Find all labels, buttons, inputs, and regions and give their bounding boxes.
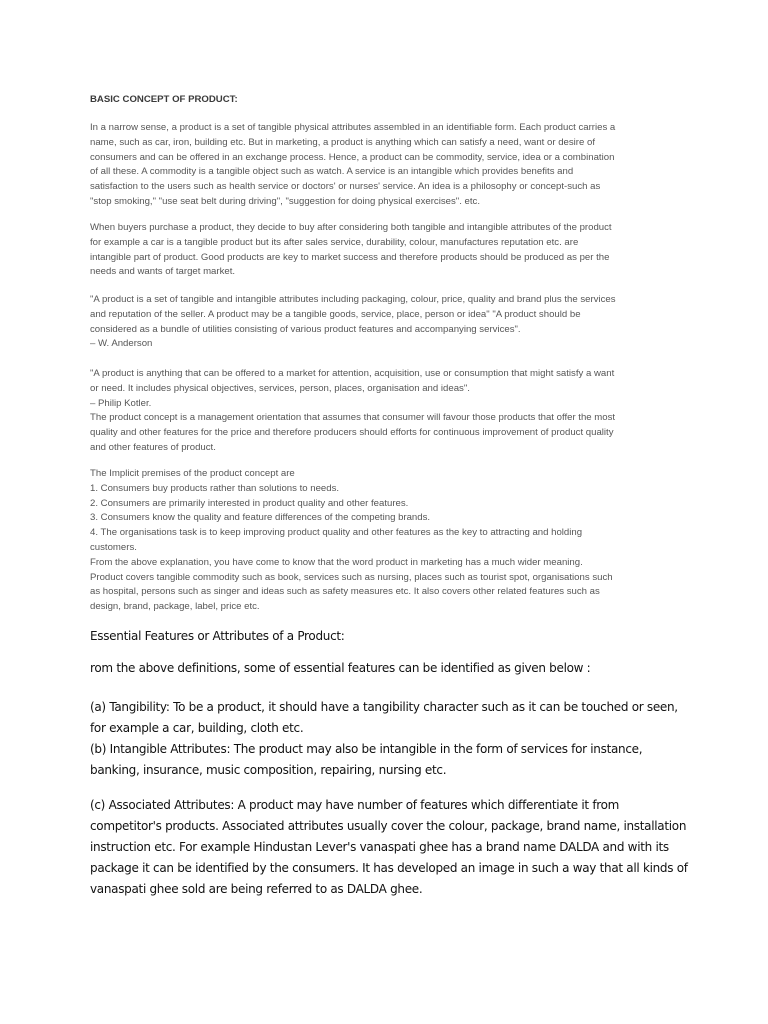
doc-title: BASIC CONCEPT OF PRODUCT: xyxy=(90,94,238,105)
paragraph-definition: In a narrow sense, a product is a set of tangible physical attributes assembled in an identifiable form. Each product carries a name, such as car, iron, building etc. But in marketing, a product is anything which can satisfy a need, want or desire of consumers and can be offered in an exchange process. Hence, a product can be commodity, service, idea or a combination of all these. A commodity is a tangible object such as watch. A service is an intangible which provides benefits and satisfaction to the users such as health service or doctors' or nurses' service. An idea is a philosophy or concept-such as "stop smoking," "use seat belt during driving", "suggestion for doing physical exercises". etc. xyxy=(90,122,616,207)
attributes-a-b: (a) Tangibility: To be a product, it should have a tangibility character such as it can be touched or seen, for example a car, building, cloth etc. (b) Intangible Attributes: The product may also be intangible in the form of services for instance, banking, insurance, music composition, repairing, nursing etc. xyxy=(90,700,678,777)
attributes-c: (c) Associated Attributes: A product may have number of features which differentiate it from competitor's products. Associated attributes usually cover the colour, package, brand name, installation instruction etc. For example Hindustan Lever's vanaspati ghee has a brand name DALDA and with its package it can be identified by the consumers. It has developed an image in such a way that all kinds of vanaspati ghee sold are being referred to as DALDA ghee. xyxy=(90,798,688,896)
quote-anderson: "A product is a set of tangible and intangible attributes including packaging, colour, price, quality and brand plus the services and reputation of the seller. A product may be a tangible goods, service, place, person or idea" "A product should be considered as a bundle of utilities consisting of various product features and accompanying services". – W. Anderson xyxy=(90,294,616,350)
premises-list: The Implicit premises of the product concept are 1. Consumers buy products rather than solutions to needs. 2. Consumers are primarily interested in product quality and other features. 3. Consumers know the quality and feature differences of the competing brands. 4. The organisations task is to keep improving product quality and other features as the key to attracting and holding customers. From the above explanation, you have come to know that the word product in marketing has a much wider meaning. Product covers tangible commodity such as book, services such as nursing, places such as tourist spot, organisations such as hospital, persons such as singer and ideas such as safety measures etc. It also covers other related features such as design, brand, package, label, price etc. xyxy=(90,468,613,613)
intro-line: rom the above definitions, some of essential features can be identified as given below : xyxy=(90,661,591,675)
paragraph-buyers: When buyers purchase a product, they decide to buy after considering both tangible and intangible attributes of the product for example a car is a tangible product but its after sales service, durability, colour, manufactures reputation etc. are intangible part of product. Good products are key to market success and therefore products should be produced as per the needs and wants of target market. xyxy=(90,222,612,278)
quote-kotler: "A product is anything that can be offered to a market for attention, acquisition, use or consumption that might satisfy a want or need. It includes physical objectives, services, person, places, organisation and ideas". – Philip Kotler. The product concept is a management orientation that assumes that consumer will favour those products that offer the most quality and other features for the price and therefore producers should efforts for continuous improvement of product quality and other features of product. xyxy=(90,368,616,453)
section-heading: Essential Features or Attributes of a Product: xyxy=(90,629,345,643)
